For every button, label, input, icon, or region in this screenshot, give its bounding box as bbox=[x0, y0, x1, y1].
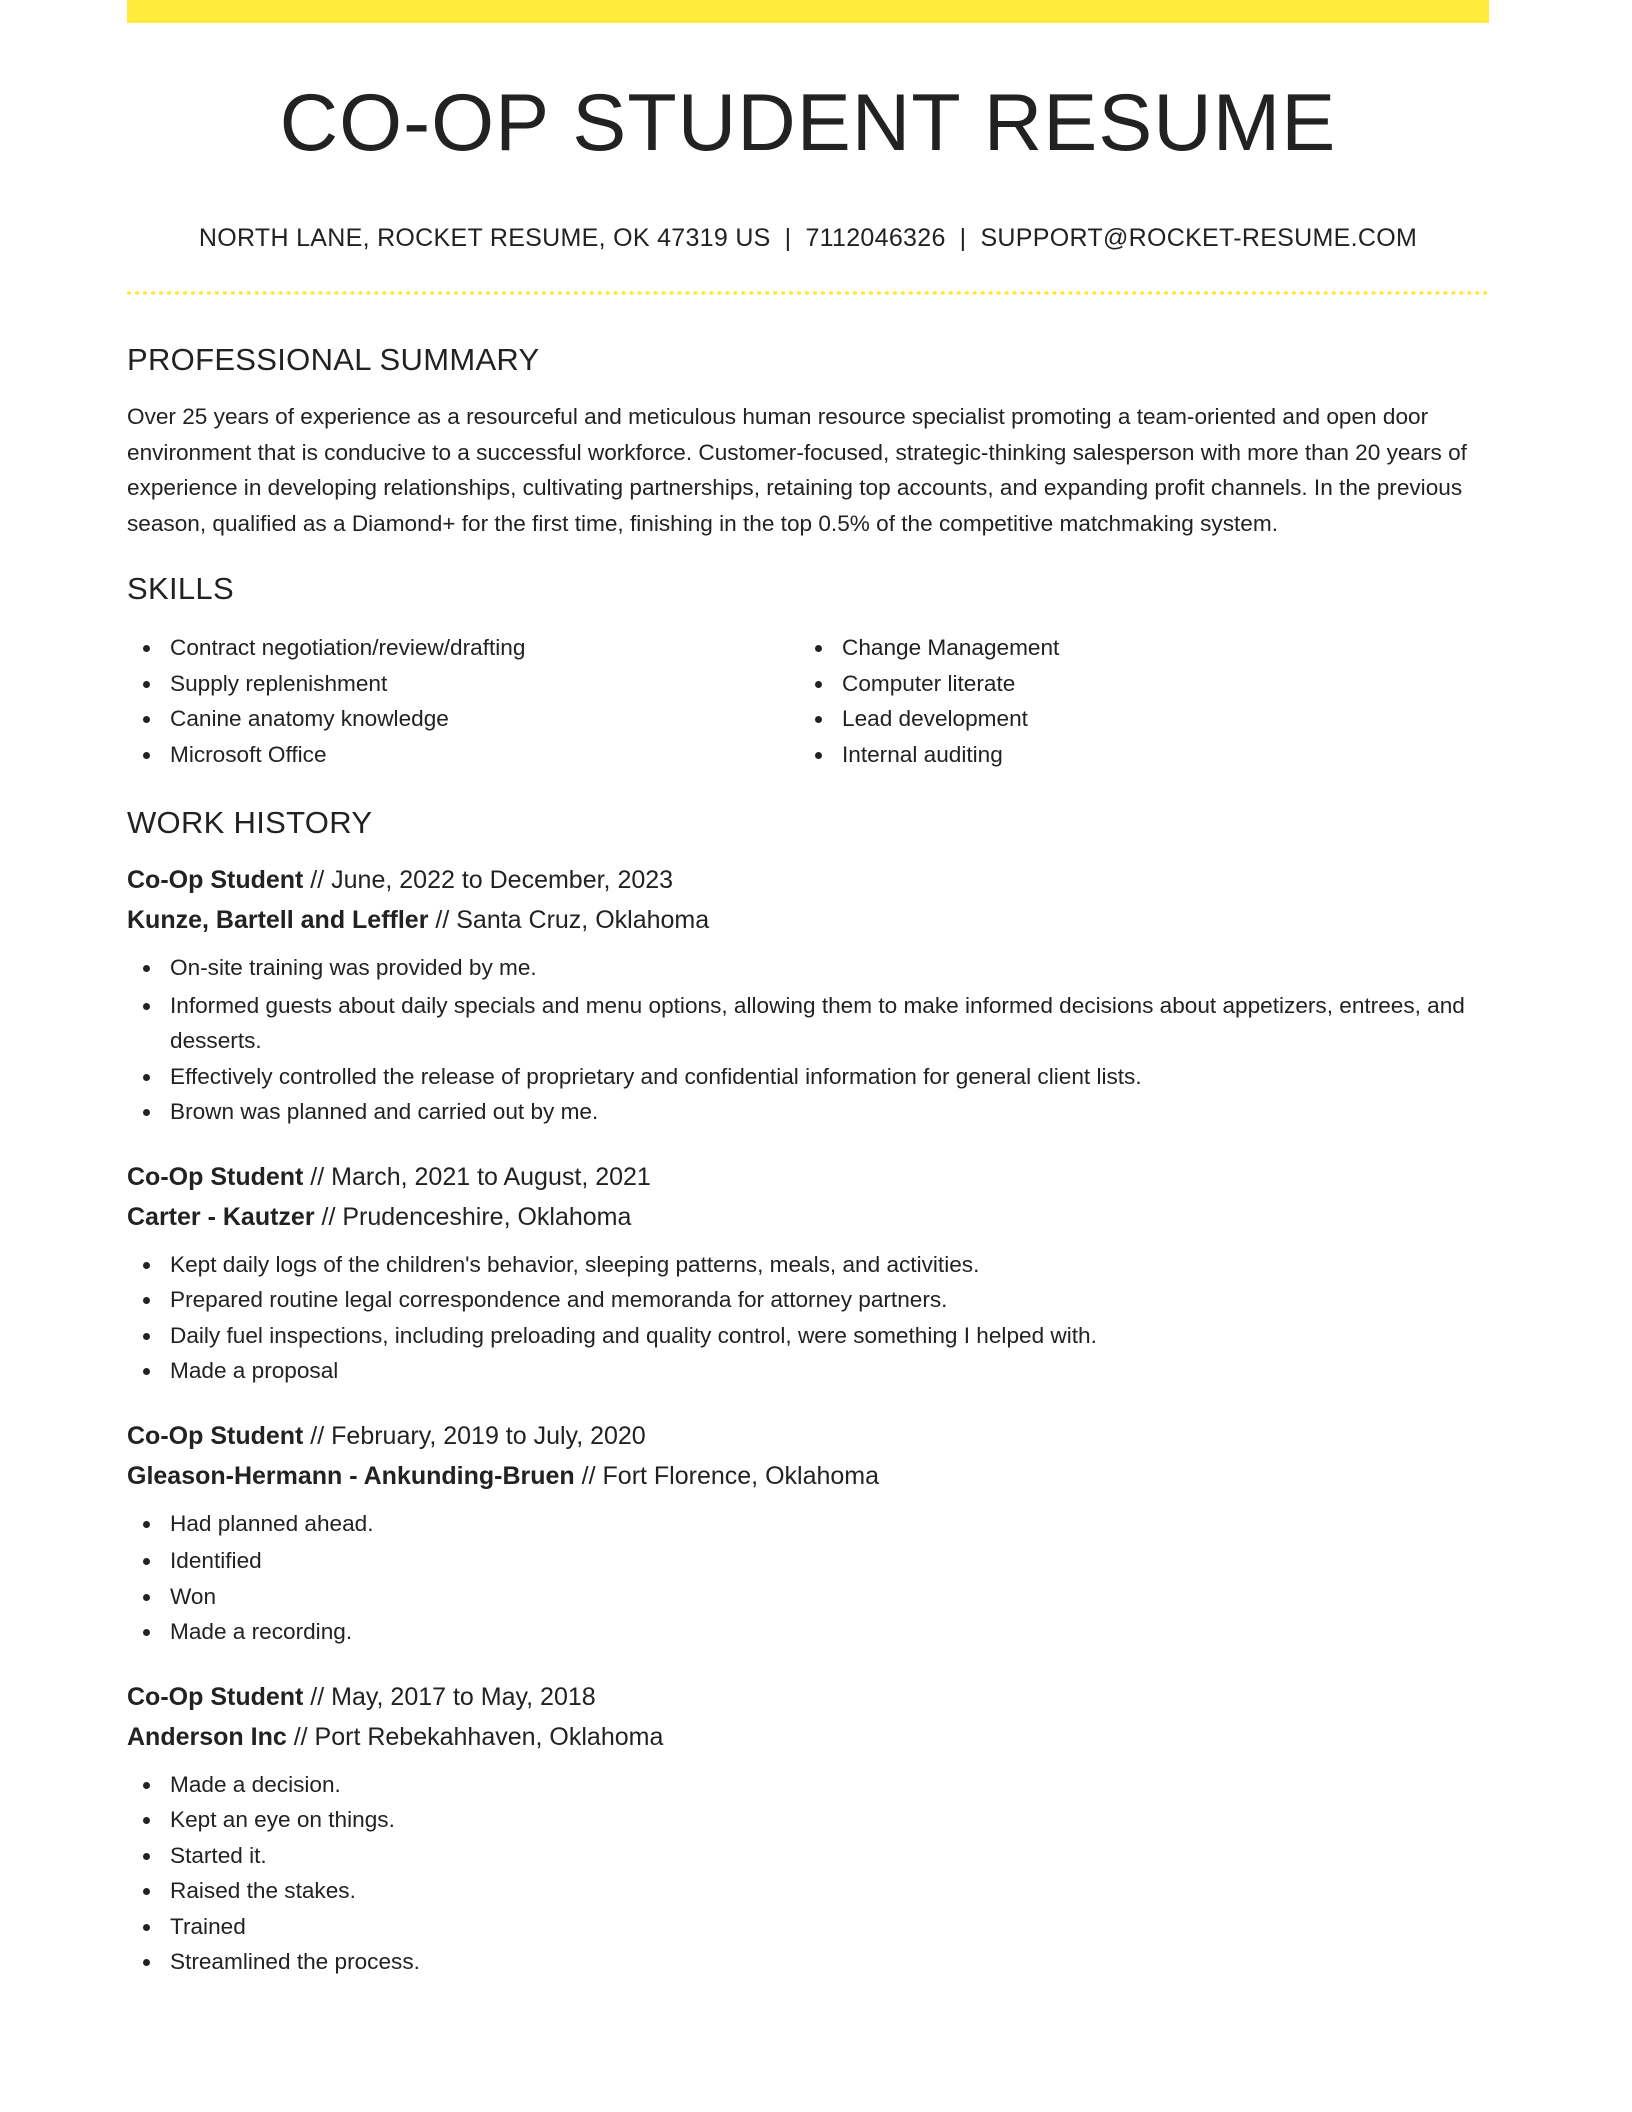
section-heading-skills: SKILLS bbox=[127, 571, 234, 606]
job-separator: // bbox=[428, 906, 457, 934]
resume-title: CO-OP STUDENT RESUME bbox=[279, 78, 1337, 168]
job-bullet: Streamlined the process. bbox=[127, 1944, 1489, 1980]
dotted-divider bbox=[127, 291, 1489, 295]
section-heading-summary: PROFESSIONAL SUMMARY bbox=[127, 342, 540, 377]
job-bullet: Effectively controlled the release of proprietary and confidential information for general client lists. bbox=[127, 1059, 1489, 1095]
job-bullet: Brown was planned and carried out by me. bbox=[127, 1094, 1489, 1130]
job-bullet: Won bbox=[127, 1579, 1489, 1615]
job-bullet: Started it. bbox=[127, 1838, 1489, 1874]
job-title: Co-Op Student bbox=[127, 1421, 304, 1450]
job-location: Santa Cruz, Oklahoma bbox=[456, 906, 710, 934]
skill-item: Internal auditing bbox=[799, 737, 1471, 773]
job-entry bbox=[127, 1157, 1489, 1389]
job-location: Port Rebekahhaven, Oklahoma bbox=[314, 1722, 664, 1751]
skill-item: Change Management bbox=[799, 630, 1471, 666]
job-location: Fort Florence, Oklahoma bbox=[602, 1461, 880, 1490]
job-company-line bbox=[127, 1197, 1489, 1237]
job-dates: June, 2022 to December, 2023 bbox=[331, 866, 674, 894]
job-bullet: Raised the stakes. bbox=[127, 1873, 1489, 1909]
job-entry bbox=[127, 860, 1489, 1130]
job-bullet: Made a decision. bbox=[127, 1767, 1489, 1803]
job-separator: // bbox=[574, 1461, 603, 1490]
job-separator: // bbox=[303, 1682, 332, 1711]
job-company-line bbox=[127, 1456, 1489, 1496]
job-bullet: Prepared routine legal correspondence and memoranda for attorney partners. bbox=[127, 1282, 1489, 1318]
job-company-line bbox=[127, 900, 1489, 940]
skill-item: Canine anatomy knowledge bbox=[127, 701, 799, 737]
job-company-line bbox=[127, 1717, 1489, 1757]
job-location: Prudenceshire, Oklahoma bbox=[342, 1202, 632, 1231]
job-company: Kunze, Bartell and Leffler bbox=[127, 906, 429, 934]
accent-top-bar bbox=[127, 0, 1489, 23]
section-heading-work-history: WORK HISTORY bbox=[127, 805, 373, 840]
job-separator: // bbox=[286, 1722, 315, 1751]
summary-text: Over 25 years of experience as a resourceful and meticulous human resource specialist promoting a team-oriented and open door environment that is conducive to a successful workforce. Customer-focused, strategic-thinking salesperson with more than 20 years of experience in developing relationships, cultivating partnerships, retaining top accounts, and expanding profit channels. In the previous season, qualified as a Diamond+ for the first time, finishing in the top 0.5% of the competitive matchmaking system. bbox=[127, 404, 1467, 536]
job-separator: // bbox=[314, 1202, 343, 1231]
skill-item: Lead development bbox=[799, 701, 1471, 737]
job-bullet: Identified bbox=[127, 1543, 1489, 1579]
job-company: Gleason-Hermann - Ankunding-Bruen bbox=[127, 1461, 575, 1490]
contact-email: SUPPORT@ROCKET-RESUME.COM bbox=[980, 224, 1418, 252]
job-bullet: Had planned ahead. bbox=[127, 1506, 1489, 1542]
job-title-line bbox=[127, 1416, 1489, 1456]
job-title-line bbox=[127, 860, 1489, 900]
contact-separator: | bbox=[959, 224, 967, 252]
contact-separator: | bbox=[784, 224, 792, 252]
contact-phone: 7112046326 bbox=[805, 224, 946, 252]
skills-columns bbox=[127, 630, 1489, 772]
job-dates: March, 2021 to August, 2021 bbox=[331, 1162, 651, 1191]
professional-summary-section bbox=[127, 344, 1489, 541]
job-bullet: Informed guests about daily specials and menu options, allowing them to make informed decisions about appetizers, entrees, and desserts. bbox=[127, 988, 1489, 1059]
job-company: Anderson Inc bbox=[127, 1722, 287, 1751]
job-dates: May, 2017 to May, 2018 bbox=[331, 1682, 596, 1711]
job-bullet: Trained bbox=[127, 1909, 1489, 1945]
job-dates: February, 2019 to July, 2020 bbox=[331, 1421, 646, 1450]
job-title: Co-Op Student bbox=[127, 1162, 304, 1191]
job-separator: // bbox=[303, 866, 332, 894]
job-bullet: Kept daily logs of the children's behavior, sleeping patterns, meals, and activities. bbox=[127, 1247, 1489, 1283]
job-bullet: On-site training was provided by me. bbox=[127, 950, 1489, 986]
work-history-section bbox=[127, 807, 1489, 1980]
skill-item: Computer literate bbox=[799, 666, 1471, 702]
job-title: Co-Op Student bbox=[127, 1682, 304, 1711]
job-bullets bbox=[127, 1247, 1489, 1389]
contact-address: NORTH LANE, ROCKET RESUME, OK 47319 US bbox=[198, 224, 771, 252]
job-entry bbox=[127, 1416, 1489, 1650]
skills-list-left bbox=[127, 630, 799, 772]
job-title-line bbox=[127, 1157, 1489, 1197]
skills-list-right bbox=[799, 630, 1471, 772]
skill-item: Contract negotiation/review/drafting bbox=[127, 630, 799, 666]
skill-item: Supply replenishment bbox=[127, 666, 799, 702]
job-separator: // bbox=[303, 1421, 332, 1450]
job-separator: // bbox=[303, 1162, 332, 1191]
skills-section bbox=[127, 573, 1489, 772]
job-bullet: Made a recording. bbox=[127, 1614, 1489, 1650]
job-company: Carter - Kautzer bbox=[127, 1202, 315, 1231]
resume-page bbox=[127, 0, 1489, 1980]
job-bullet: Daily fuel inspections, including preloading and quality control, were something I helped with. bbox=[127, 1318, 1489, 1354]
job-bullets bbox=[127, 950, 1489, 1130]
job-bullet: Kept an eye on things. bbox=[127, 1802, 1489, 1838]
job-bullet: Made a proposal bbox=[127, 1353, 1489, 1389]
job-title-line bbox=[127, 1677, 1489, 1717]
job-title: Co-Op Student bbox=[127, 866, 304, 894]
contact-line bbox=[127, 226, 1489, 251]
skill-item: Microsoft Office bbox=[127, 737, 799, 773]
job-bullets bbox=[127, 1767, 1489, 1980]
job-bullets bbox=[127, 1506, 1489, 1650]
job-entry bbox=[127, 1677, 1489, 1980]
